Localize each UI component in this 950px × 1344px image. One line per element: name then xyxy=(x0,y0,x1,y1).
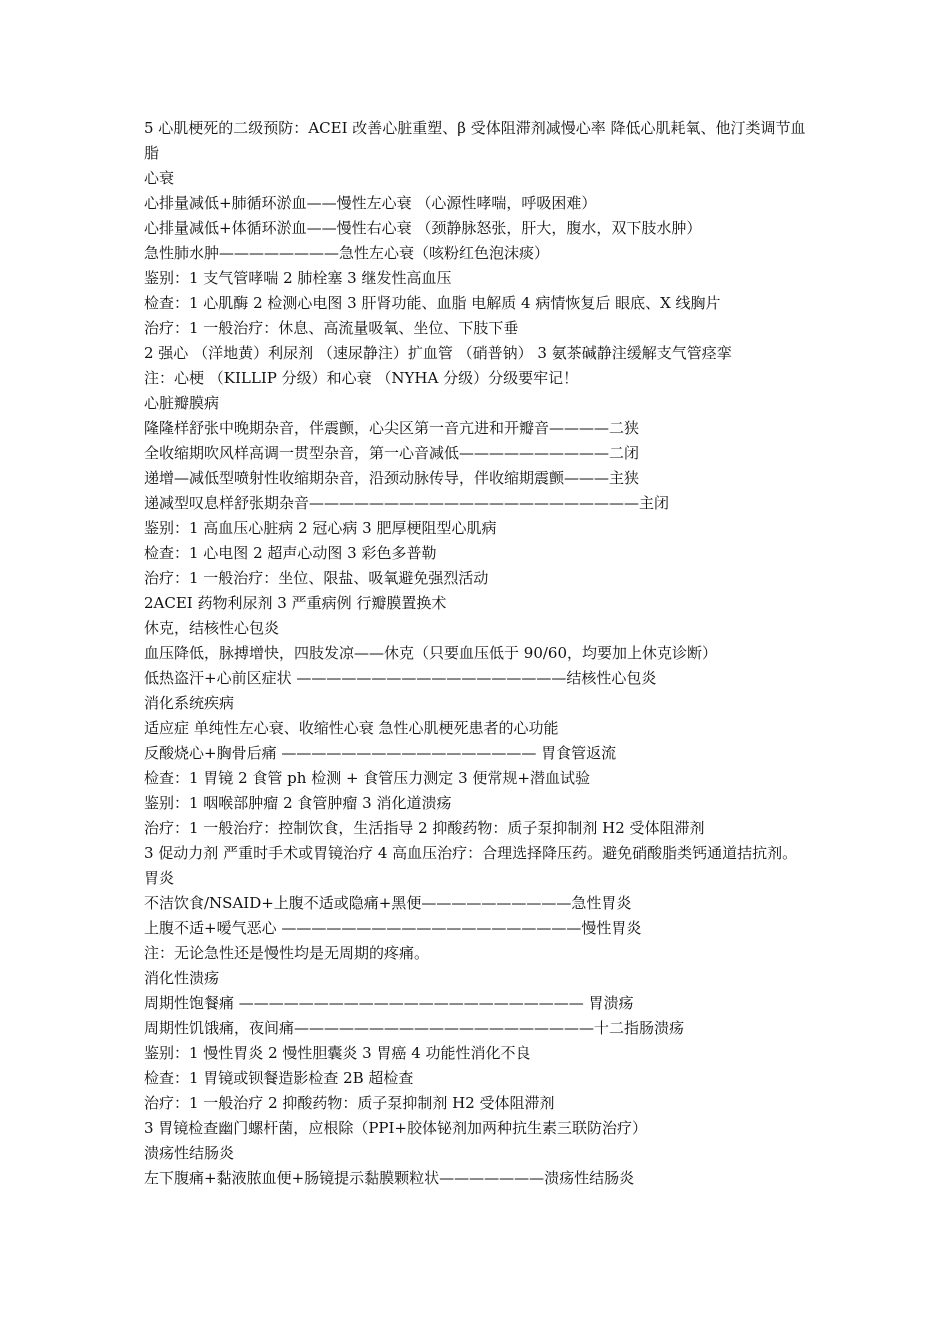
text-line: 鉴别：1 支气管哮喘 2 肺栓塞 3 继发性高血压 xyxy=(144,269,452,287)
text-line: 3 胃镜检查幽门螺杆菌，应根除（PPI+胶体铋剂加两种抗生素三联防治疗） xyxy=(144,1119,647,1137)
text-line: 治疗：1 一般治疗：坐位、限盐、吸氧避免强烈活动 xyxy=(144,569,489,587)
text-line: 治疗：1 一般治疗：控制饮食，生活指导 2 抑酸药物：质子泵抑制剂 H2 受体阻滞剂 xyxy=(144,819,705,837)
text-line: 低热盗汗+心前区症状 ——————————————————结核性心包炎 xyxy=(144,669,657,687)
text-line: 注：无论急性还是慢性均是无周期的疼痛。 xyxy=(144,944,430,962)
text-line: 反酸烧心+胸骨后痛 ————————————————— 胃食管返流 xyxy=(144,744,617,762)
text-line: 注：心梗 （KILLIP 分级）和心衰 （NYHA 分级）分级要牢记！ xyxy=(144,369,579,387)
section-heading: 休克，结核性心包炎 xyxy=(144,619,280,637)
text-line: 周期性饥饿痛，夜间痛————————————————————十二指肠溃疡 xyxy=(144,1019,685,1037)
section-heading: 消化系统疾病 xyxy=(144,694,235,712)
text-line: 2ACEI 药物利尿剂 3 严重病例 行瓣膜置换术 xyxy=(144,594,447,612)
text-line: 鉴别：1 咽喉部肿瘤 2 食管肿瘤 3 消化道溃疡 xyxy=(144,794,452,812)
text-line: 不洁饮食/NSAID+上腹不适或隐痛+黑便——————————急性胃炎 xyxy=(144,894,632,912)
text-line: 5 心肌梗死的二级预防：ACEI 改善心脏重塑、β 受体阻滞剂减慢心率 降低心肌耗氧、他汀类调节血脂 xyxy=(144,119,806,162)
section-heading: 溃疡性结肠炎 xyxy=(144,1144,235,1162)
section-heading: 消化性溃疡 xyxy=(144,969,220,987)
text-line: 治疗：1 一般治疗：休息、高流量吸氧、坐位、下肢下垂 xyxy=(144,319,519,337)
document-body xyxy=(144,116,814,1191)
text-line: 隆隆样舒张中晚期杂音，伴震颤，心尖区第一音亢进和开瓣音————二狭 xyxy=(144,419,640,437)
text-line: 鉴别：1 高血压心脏病 2 冠心病 3 肥厚梗阻型心肌病 xyxy=(144,519,497,537)
section-heading: 胃炎 xyxy=(144,869,175,887)
text-line: 检查：1 心电图 2 超声心动图 3 彩色多普勒 xyxy=(144,544,437,562)
text-line: 检查：1 胃镜 2 食管 ph 检测 + 食管压力测定 3 便常规+潜血试验 xyxy=(144,769,590,787)
text-line: 鉴别：1 慢性胃炎 2 慢性胆囊炎 3 胃癌 4 功能性消化不良 xyxy=(144,1044,531,1062)
text-line: 心排量减低+体循环淤血——慢性右心衰 （颈静脉怒张，肝大，腹水，双下肢水肿） xyxy=(144,219,702,237)
text-line: 上腹不适+嗳气恶心 ————————————————————慢性胃炎 xyxy=(144,919,642,937)
text-line: 适应症 单纯性左心衰、收缩性心衰 急性心肌梗死患者的心功能 xyxy=(144,719,559,737)
text-line: 递增—减低型喷射性收缩期杂音，沿颈动脉传导，伴收缩期震颤———主狭 xyxy=(144,469,640,487)
text-line: 血压降低，脉搏增快，四肢发凉——休克（只要血压低于 90/60，均要加上休克诊断） xyxy=(144,644,717,662)
text-line: 周期性饱餐痛 ——————————————————————— 胃溃疡 xyxy=(144,994,634,1012)
text-line: 2 强心 （洋地黄）利尿剂 （速尿静注）扩血管 （硝普钠） 3 氨茶碱静注缓解支气管痉挛 xyxy=(144,344,732,362)
text-line: 检查：1 胃镜或钡餐造影检查 2B 超检查 xyxy=(144,1069,414,1087)
text-line: 3 促动力剂 严重时手术或胃镜治疗 4 高血压治疗：合理选择降压药。避免硝酸脂类钙通道拮抗剂。 xyxy=(144,844,798,862)
text-line: 左下腹痛+黏液脓血便+肠镜提示黏膜颗粒状———————溃疡性结肠炎 xyxy=(144,1169,635,1187)
text-line: 治疗：1 一般治疗 2 抑酸药物：质子泵抑制剂 H2 受体阻滞剂 xyxy=(144,1094,555,1112)
section-heading: 心衰 xyxy=(144,169,175,187)
text-line: 急性肺水肿————————急性左心衰（咳粉红色泡沫痰） xyxy=(144,244,550,262)
section-heading: 心脏瓣膜病 xyxy=(144,394,220,412)
text-line: 全收缩期吹风样高调一贯型杂音，第一心音减低——————————二闭 xyxy=(144,444,640,462)
text-line: 检查：1 心肌酶 2 检测心电图 3 肝肾功能、血脂 电解质 4 病情恢复后 眼底、X 线胸片 xyxy=(144,294,721,312)
text-line: 递减型叹息样舒张期杂音——————————————————————主闭 xyxy=(144,494,670,512)
text-line: 心排量减低+肺循环淤血——慢性左心衰 （心源性哮喘，呼吸困难） xyxy=(144,194,597,212)
